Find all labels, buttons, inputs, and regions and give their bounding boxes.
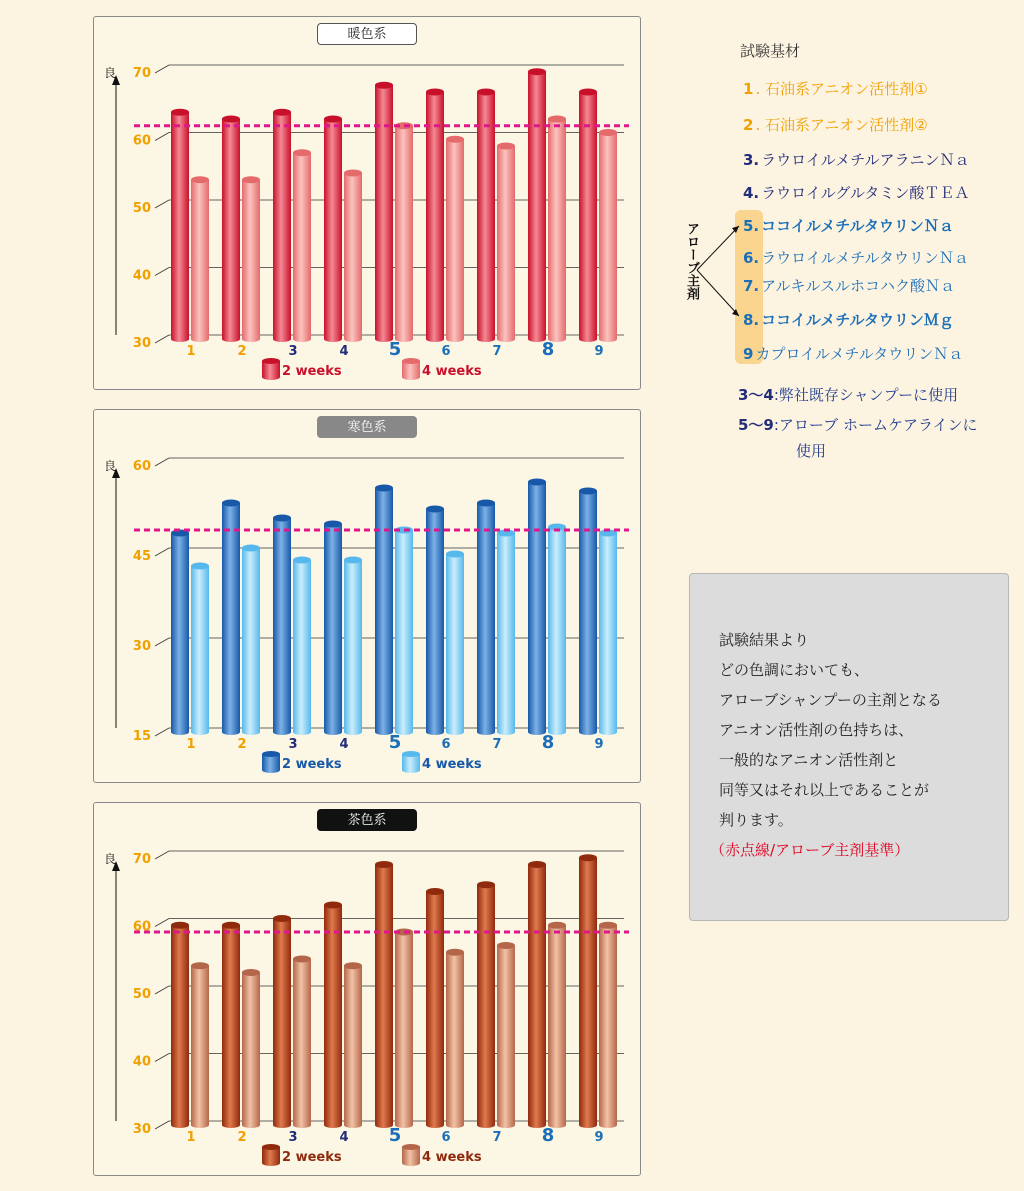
bar-4w-8 [548, 524, 566, 736]
material-item-2 [743, 114, 928, 135]
y-tick-label: 60 [132, 133, 151, 149]
material-name: アルキルスルホコハク酸Ｎａ [761, 277, 955, 295]
x-tick-label: 1 [186, 1130, 196, 1145]
bar-4w-8 [548, 922, 566, 1128]
usage-text: :弊社既存シャンプーに使用 [773, 386, 959, 404]
bar-4w-6 [446, 949, 464, 1128]
y-axis-label: 良 [103, 459, 117, 473]
material-item-7 [743, 275, 955, 296]
material-number: 9 [743, 345, 754, 363]
x-tick-label: 3 [288, 737, 298, 752]
x-tick-label: 6 [441, 737, 451, 752]
material-number: 2 [743, 116, 754, 134]
y-tick-label: 45 [132, 549, 151, 564]
x-tick-label: 9 [594, 737, 604, 752]
bar-2w-9 [579, 854, 597, 1128]
material-number: 1 [743, 80, 754, 98]
x-tick-label: 4 [339, 737, 349, 752]
material-name: ラウロイルメチルタウリンＮａ [761, 249, 969, 267]
chart-title-warm: 暖色系 [317, 23, 417, 45]
note-line-4: アニオン活性剤の色持ちは、 [719, 721, 914, 739]
bar-4w-2 [242, 969, 260, 1128]
bar-2w-2 [222, 500, 240, 736]
note-line-1: 試験結果より [719, 631, 810, 649]
bar-4w-4 [344, 557, 362, 736]
bar-2w-4 [324, 116, 342, 343]
y-tick-label: 50 [132, 987, 151, 1002]
material-name: ラウロイルグルタミン酸ＴＥＡ [761, 184, 970, 202]
x-tick-label: 3 [288, 344, 298, 359]
y-tick-label: 15 [132, 729, 151, 744]
bar-2w-5 [375, 485, 393, 736]
bar-2w-2 [222, 116, 240, 343]
bar-4w-1 [191, 962, 209, 1128]
material-name: カプロイルメチルタウリンＮａ [755, 345, 964, 363]
note-line-6: 同等又はそれ以上であることが [719, 781, 930, 799]
bar-4w-3 [293, 557, 311, 736]
bar-4w-6 [446, 551, 464, 736]
bar-2w-7 [477, 500, 495, 736]
y-axis-label: 良 [103, 852, 117, 866]
bar-2w-3 [273, 515, 291, 736]
x-tick-label: 4 [339, 344, 349, 359]
bar-4w-9 [599, 922, 617, 1128]
bar-4w-9 [599, 530, 617, 736]
bar-4w-2 [242, 176, 260, 342]
bar-4w-5 [395, 527, 413, 736]
x-tick-label: 5 [388, 732, 402, 753]
y-tick-label: 40 [132, 268, 151, 284]
bracket-arrows [695, 222, 745, 322]
material-number: 5. [743, 217, 760, 235]
note-line-7: 判ります。 [719, 811, 793, 829]
x-tick-label: 1 [186, 344, 196, 359]
bar-4w-2 [242, 545, 260, 736]
usage-key: 5～9 [738, 416, 774, 434]
bar-4w-6 [446, 136, 464, 342]
result-note [689, 573, 1009, 921]
bar-4w-8 [548, 116, 566, 343]
note-line-5: 一般的なアニオン活性剤と [719, 751, 899, 769]
x-tick-label: 7 [492, 344, 502, 359]
y-tick-label: 60 [132, 919, 151, 935]
legend-swatch-0 [262, 1144, 280, 1166]
bar-4w-4 [344, 962, 362, 1128]
note-red-line: （赤点線/アローブ主剤基準） [710, 841, 910, 859]
material-item-9 [743, 343, 963, 364]
bar-2w-1 [171, 109, 189, 342]
chart-warm [94, 17, 642, 391]
bar-2w-9 [579, 488, 597, 736]
bar-2w-8 [528, 68, 546, 342]
material-number: 8. [743, 311, 760, 329]
bar-4w-7 [497, 942, 515, 1128]
material-item-8 [743, 309, 954, 330]
bar-2w-3 [273, 915, 291, 1128]
legend-label: 2 weeks [282, 757, 342, 772]
material-number: 3. [743, 151, 760, 169]
legend-swatch-1 [402, 751, 420, 773]
bar-4w-4 [344, 170, 362, 343]
material-name: . 石油系アニオン活性剤① [755, 80, 928, 98]
x-tick-label: 4 [339, 1130, 349, 1145]
x-tick-label: 2 [237, 344, 247, 359]
note-line-3: アローブシャンプーの主剤となる [719, 691, 942, 709]
bar-4w-7 [497, 143, 515, 343]
y-tick-label: 70 [132, 66, 151, 81]
legend-swatch-0 [262, 751, 280, 773]
legend-label: 2 weeks [282, 364, 342, 379]
chart-title-brown: 茶色系 [317, 809, 417, 831]
material-item-1 [743, 78, 928, 99]
y-tick-label: 40 [132, 1054, 151, 1070]
material-name: . 石油系アニオン活性剤② [755, 116, 928, 134]
bar-2w-1 [171, 922, 189, 1128]
legend-label: 4 weeks [422, 1150, 482, 1165]
bar-2w-4 [324, 521, 342, 736]
chart-panel-cool [93, 409, 641, 783]
x-tick-label: 6 [441, 344, 451, 359]
bar-2w-5 [375, 82, 393, 342]
x-tick-label: 8 [541, 1125, 555, 1146]
chart-panel-brown [93, 802, 641, 1176]
material-number: 4. [743, 184, 760, 202]
legend-swatch-1 [402, 358, 420, 380]
x-tick-label: 9 [594, 1130, 604, 1145]
x-tick-label: 2 [237, 737, 247, 752]
chart-title-cool: 寒色系 [317, 416, 417, 438]
x-tick-label: 7 [492, 737, 502, 752]
material-name: ラウロイルメチルアラニンＮａ [761, 151, 970, 169]
legend-heading: 試験基材 [740, 42, 801, 60]
material-item-3 [743, 149, 970, 170]
chart-cool [94, 410, 642, 784]
bar-2w-2 [222, 922, 240, 1128]
bar-4w-5 [395, 122, 413, 342]
usage-key: 3～4 [738, 386, 774, 404]
y-tick-label: 30 [132, 1122, 151, 1137]
bar-2w-3 [273, 109, 291, 342]
chart-brown [94, 803, 642, 1177]
arobe-side-label: アローブ主剤 [684, 222, 699, 300]
note-line-2: どの色調においても、 [719, 661, 870, 679]
bar-2w-8 [528, 479, 546, 736]
bar-2w-6 [426, 888, 444, 1128]
material-name: ココイルメチルタウリンＮａ [761, 217, 954, 235]
material-name: ココイルメチルタウリンＭｇ [761, 311, 954, 329]
x-tick-label: 6 [441, 1130, 451, 1145]
bar-4w-9 [599, 129, 617, 342]
usage-line-1 [738, 384, 958, 405]
usage-text: 使用 [796, 442, 827, 460]
y-axis-label: 良 [103, 66, 117, 80]
material-number: 6. [743, 249, 760, 267]
bar-4w-3 [293, 149, 311, 342]
material-number: 7. [743, 277, 760, 295]
x-tick-label: 1 [186, 737, 196, 752]
chart-panel-warm [93, 16, 641, 390]
usage-line-2 [738, 414, 978, 435]
x-tick-label: 5 [388, 1125, 402, 1146]
bar-2w-1 [171, 530, 189, 736]
material-item-5 [743, 215, 954, 236]
legend-label: 4 weeks [422, 757, 482, 772]
x-tick-label: 7 [492, 1130, 502, 1145]
legend-label: 4 weeks [422, 364, 482, 379]
bar-4w-7 [497, 530, 515, 736]
legend-label: 2 weeks [282, 1150, 342, 1165]
x-tick-label: 3 [288, 1130, 298, 1145]
y-tick-label: 50 [132, 201, 151, 216]
y-tick-label: 60 [132, 459, 151, 474]
x-tick-label: 2 [237, 1130, 247, 1145]
bar-4w-1 [191, 176, 209, 342]
x-tick-label: 5 [388, 339, 402, 360]
bar-2w-5 [375, 861, 393, 1128]
y-tick-label: 30 [132, 639, 151, 654]
x-tick-label: 8 [541, 732, 555, 753]
bar-2w-6 [426, 506, 444, 736]
material-item-6 [743, 247, 969, 268]
x-tick-label: 9 [594, 344, 604, 359]
y-tick-label: 30 [132, 336, 151, 351]
bar-2w-7 [477, 881, 495, 1128]
bar-4w-3 [293, 956, 311, 1129]
bar-2w-4 [324, 902, 342, 1129]
x-tick-label: 8 [541, 339, 555, 360]
legend-swatch-0 [262, 358, 280, 380]
material-item-4 [743, 182, 969, 203]
usage-text: :アローブ ホームケアラインに [773, 416, 978, 434]
bar-4w-5 [395, 929, 413, 1129]
usage-line-3 [796, 440, 826, 461]
legend-swatch-1 [402, 1144, 420, 1166]
y-tick-label: 70 [132, 852, 151, 867]
bar-4w-1 [191, 563, 209, 736]
bar-2w-8 [528, 861, 546, 1128]
